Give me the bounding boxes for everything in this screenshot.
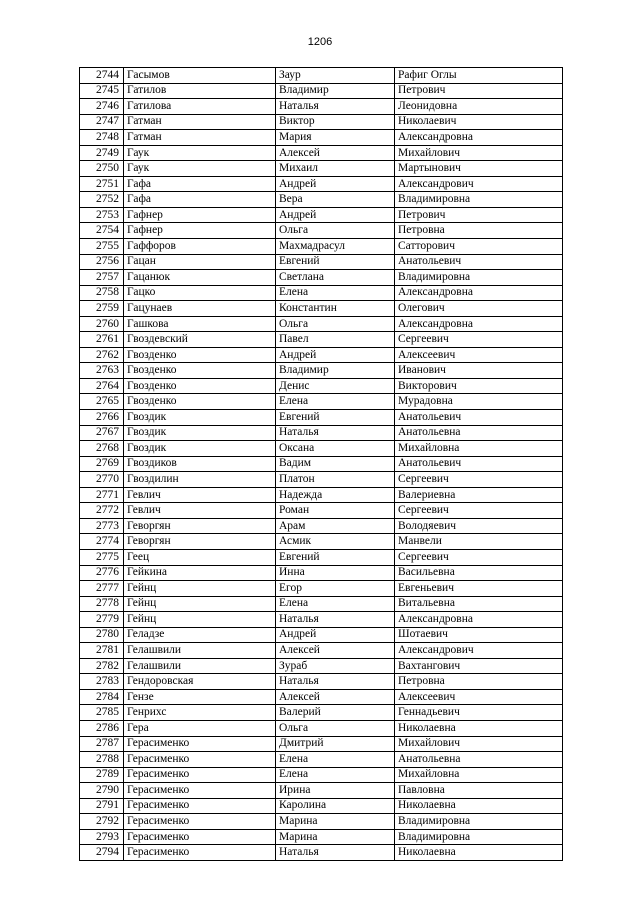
- row-number-cell: 2774: [80, 534, 124, 550]
- row-number-cell: 2770: [80, 472, 124, 488]
- row-number-cell: 2752: [80, 192, 124, 208]
- first-name-cell: Заур: [276, 68, 395, 84]
- row-number-cell: 2761: [80, 332, 124, 348]
- last-name-cell: Гашкова: [124, 316, 276, 332]
- patronymic-cell: Николаевна: [395, 720, 563, 736]
- row-number-cell: 2793: [80, 829, 124, 845]
- patronymic-cell: Анатольевич: [395, 410, 563, 426]
- first-name-cell: Арам: [276, 518, 395, 534]
- patronymic-cell: Владимировна: [395, 829, 563, 845]
- row-number-cell: 2791: [80, 798, 124, 814]
- first-name-cell: Мария: [276, 130, 395, 146]
- table-row: [80, 161, 563, 177]
- first-name-cell: Ольга: [276, 223, 395, 239]
- row-number-cell: 2748: [80, 130, 124, 146]
- last-name-cell: Гафа: [124, 192, 276, 208]
- row-number-cell: 2779: [80, 612, 124, 628]
- row-number-cell: 2783: [80, 674, 124, 690]
- patronymic-cell: Валериевна: [395, 487, 563, 503]
- last-name-cell: Гейкина: [124, 565, 276, 581]
- table-row: [80, 270, 563, 286]
- first-name-cell: Денис: [276, 378, 395, 394]
- patronymic-cell: Александровна: [395, 612, 563, 628]
- row-number-cell: 2784: [80, 689, 124, 705]
- table-row: [80, 643, 563, 659]
- row-number-cell: 2773: [80, 518, 124, 534]
- patronymic-cell: Анатольевна: [395, 752, 563, 768]
- table-row: [80, 363, 563, 379]
- row-number-cell: 2755: [80, 239, 124, 255]
- first-name-cell: Вера: [276, 192, 395, 208]
- table-row: [80, 705, 563, 721]
- last-name-cell: Герасименко: [124, 783, 276, 799]
- patronymic-cell: Сергеевич: [395, 503, 563, 519]
- table-row: [80, 627, 563, 643]
- row-number-cell: 2764: [80, 378, 124, 394]
- first-name-cell: Елена: [276, 752, 395, 768]
- row-number-cell: 2777: [80, 581, 124, 597]
- patronymic-cell: Михайловна: [395, 441, 563, 457]
- row-number-cell: 2790: [80, 783, 124, 799]
- page-number: 1206: [307, 36, 333, 48]
- patronymic-cell: Анатольевич: [395, 456, 563, 472]
- row-number-cell: 2768: [80, 441, 124, 457]
- first-name-cell: Наталья: [276, 425, 395, 441]
- last-name-cell: Гафнер: [124, 207, 276, 223]
- row-number-cell: 2787: [80, 736, 124, 752]
- first-name-cell: Зураб: [276, 658, 395, 674]
- first-name-cell: Асмик: [276, 534, 395, 550]
- last-name-cell: Гера: [124, 720, 276, 736]
- first-name-cell: Елена: [276, 394, 395, 410]
- row-number-cell: 2769: [80, 456, 124, 472]
- patronymic-cell: Сергеевич: [395, 472, 563, 488]
- table-row: [80, 845, 563, 861]
- row-number-cell: 2750: [80, 161, 124, 177]
- table-row: [80, 347, 563, 363]
- row-number-cell: 2788: [80, 752, 124, 768]
- table-row: [80, 752, 563, 768]
- patronymic-cell: Леонидовна: [395, 99, 563, 115]
- last-name-cell: Герасименко: [124, 829, 276, 845]
- last-name-cell: Гевлич: [124, 503, 276, 519]
- first-name-cell: Наталья: [276, 612, 395, 628]
- patronymic-cell: Николаевич: [395, 114, 563, 130]
- first-name-cell: Платон: [276, 472, 395, 488]
- patronymic-cell: Александрович: [395, 643, 563, 659]
- patronymic-cell: Рафиг Оглы: [395, 68, 563, 84]
- patronymic-cell: Николаевна: [395, 798, 563, 814]
- table-row: [80, 83, 563, 99]
- last-name-cell: Гендоровская: [124, 674, 276, 690]
- first-name-cell: Махмадрасул: [276, 239, 395, 255]
- first-name-cell: Андрей: [276, 627, 395, 643]
- patronymic-cell: Михайлович: [395, 145, 563, 161]
- first-name-cell: Дмитрий: [276, 736, 395, 752]
- first-name-cell: Светлана: [276, 270, 395, 286]
- last-name-cell: Гвозденко: [124, 378, 276, 394]
- patronymic-cell: Алексеевич: [395, 347, 563, 363]
- patronymic-cell: Николаевна: [395, 845, 563, 861]
- row-number-cell: 2765: [80, 394, 124, 410]
- last-name-cell: Гатилова: [124, 99, 276, 115]
- first-name-cell: Каролина: [276, 798, 395, 814]
- last-name-cell: Гвозденко: [124, 363, 276, 379]
- last-name-cell: Гейнц: [124, 581, 276, 597]
- last-name-cell: Гвоздик: [124, 410, 276, 426]
- row-number-cell: 2778: [80, 596, 124, 612]
- last-name-cell: Герасименко: [124, 845, 276, 861]
- row-number-cell: 2763: [80, 363, 124, 379]
- table-row: [80, 736, 563, 752]
- table-row: [80, 658, 563, 674]
- first-name-cell: Наталья: [276, 99, 395, 115]
- table-row: [80, 814, 563, 830]
- table-row: [80, 332, 563, 348]
- registry-table-body: [80, 68, 563, 861]
- table-row: [80, 223, 563, 239]
- table-row: [80, 783, 563, 799]
- last-name-cell: Гвоздик: [124, 441, 276, 457]
- table-row: [80, 581, 563, 597]
- patronymic-cell: Мурадовна: [395, 394, 563, 410]
- table-row: [80, 176, 563, 192]
- first-name-cell: Владимир: [276, 363, 395, 379]
- first-name-cell: Евгений: [276, 254, 395, 270]
- last-name-cell: Гевлич: [124, 487, 276, 503]
- patronymic-cell: Сергеевич: [395, 332, 563, 348]
- row-number-cell: 2757: [80, 270, 124, 286]
- first-name-cell: Елена: [276, 285, 395, 301]
- table-row: [80, 207, 563, 223]
- row-number-cell: 2753: [80, 207, 124, 223]
- first-name-cell: Елена: [276, 767, 395, 783]
- patronymic-cell: Александровна: [395, 285, 563, 301]
- row-number-cell: 2786: [80, 720, 124, 736]
- table-row: [80, 99, 563, 115]
- table-row: [80, 285, 563, 301]
- table-row: [80, 518, 563, 534]
- last-name-cell: Гатилов: [124, 83, 276, 99]
- row-number-cell: 2744: [80, 68, 124, 84]
- first-name-cell: Виктор: [276, 114, 395, 130]
- table-row: [80, 689, 563, 705]
- row-number-cell: 2776: [80, 565, 124, 581]
- row-number-cell: 2754: [80, 223, 124, 239]
- table-row: [80, 534, 563, 550]
- table-row: [80, 798, 563, 814]
- patronymic-cell: Манвели: [395, 534, 563, 550]
- last-name-cell: Герасименко: [124, 767, 276, 783]
- table-row: [80, 394, 563, 410]
- row-number-cell: 2745: [80, 83, 124, 99]
- table-row: [80, 472, 563, 488]
- row-number-cell: 2781: [80, 643, 124, 659]
- last-name-cell: Гатман: [124, 114, 276, 130]
- first-name-cell: Андрей: [276, 347, 395, 363]
- last-name-cell: Гаук: [124, 145, 276, 161]
- table-row: [80, 487, 563, 503]
- last-name-cell: Гвозденко: [124, 347, 276, 363]
- table-row: [80, 829, 563, 845]
- patronymic-cell: Евгеньевич: [395, 581, 563, 597]
- patronymic-cell: Иванович: [395, 363, 563, 379]
- row-number-cell: 2782: [80, 658, 124, 674]
- patronymic-cell: Викторович: [395, 378, 563, 394]
- first-name-cell: Надежда: [276, 487, 395, 503]
- first-name-cell: Наталья: [276, 845, 395, 861]
- row-number-cell: 2780: [80, 627, 124, 643]
- first-name-cell: Наталья: [276, 674, 395, 690]
- row-number-cell: 2747: [80, 114, 124, 130]
- row-number-cell: 2762: [80, 347, 124, 363]
- last-name-cell: Гацко: [124, 285, 276, 301]
- table-row: [80, 378, 563, 394]
- last-name-cell: Гейнц: [124, 612, 276, 628]
- table-row: [80, 239, 563, 255]
- row-number-cell: 2767: [80, 425, 124, 441]
- last-name-cell: Гаук: [124, 161, 276, 177]
- last-name-cell: Гацан: [124, 254, 276, 270]
- table-row: [80, 441, 563, 457]
- last-name-cell: Гелашвили: [124, 643, 276, 659]
- table-row: [80, 425, 563, 441]
- patronymic-cell: Петровна: [395, 674, 563, 690]
- table-row: [80, 456, 563, 472]
- table-row: [80, 254, 563, 270]
- last-name-cell: Гелашвили: [124, 658, 276, 674]
- last-name-cell: Герасименко: [124, 752, 276, 768]
- row-number-cell: 2756: [80, 254, 124, 270]
- first-name-cell: Марина: [276, 829, 395, 845]
- table-row: [80, 503, 563, 519]
- last-name-cell: Гейнц: [124, 596, 276, 612]
- registry-table: [79, 67, 563, 861]
- last-name-cell: Геладзе: [124, 627, 276, 643]
- row-number-cell: 2772: [80, 503, 124, 519]
- row-number-cell: 2771: [80, 487, 124, 503]
- last-name-cell: Гафнер: [124, 223, 276, 239]
- row-number-cell: 2759: [80, 301, 124, 317]
- table-row: [80, 720, 563, 736]
- patronymic-cell: Витальевна: [395, 596, 563, 612]
- last-name-cell: Гафа: [124, 176, 276, 192]
- patronymic-cell: Александрович: [395, 176, 563, 192]
- last-name-cell: Гвоздевский: [124, 332, 276, 348]
- last-name-cell: Герасименко: [124, 736, 276, 752]
- row-number-cell: 2760: [80, 316, 124, 332]
- patronymic-cell: Владимировна: [395, 270, 563, 286]
- first-name-cell: Ольга: [276, 720, 395, 736]
- last-name-cell: Гаффоров: [124, 239, 276, 255]
- patronymic-cell: Петрович: [395, 83, 563, 99]
- last-name-cell: Герасименко: [124, 814, 276, 830]
- table-row: [80, 565, 563, 581]
- patronymic-cell: Петровна: [395, 223, 563, 239]
- patronymic-cell: Олегович: [395, 301, 563, 317]
- first-name-cell: Валерий: [276, 705, 395, 721]
- patronymic-cell: Владимировна: [395, 192, 563, 208]
- first-name-cell: Алексей: [276, 145, 395, 161]
- last-name-cell: Гацанюк: [124, 270, 276, 286]
- patronymic-cell: Александровна: [395, 316, 563, 332]
- patronymic-cell: Сатторович: [395, 239, 563, 255]
- first-name-cell: Инна: [276, 565, 395, 581]
- first-name-cell: Алексей: [276, 643, 395, 659]
- last-name-cell: Гвоздилин: [124, 472, 276, 488]
- row-number-cell: 2794: [80, 845, 124, 861]
- table-row: [80, 549, 563, 565]
- patronymic-cell: Геннадьевич: [395, 705, 563, 721]
- patronymic-cell: Владимировна: [395, 814, 563, 830]
- row-number-cell: 2766: [80, 410, 124, 426]
- first-name-cell: Роман: [276, 503, 395, 519]
- row-number-cell: 2751: [80, 176, 124, 192]
- first-name-cell: Константин: [276, 301, 395, 317]
- row-number-cell: 2775: [80, 549, 124, 565]
- patronymic-cell: Александровна: [395, 130, 563, 146]
- patronymic-cell: Шотаевич: [395, 627, 563, 643]
- patronymic-cell: Михайловна: [395, 767, 563, 783]
- patronymic-cell: Мартынович: [395, 161, 563, 177]
- first-name-cell: Андрей: [276, 176, 395, 192]
- first-name-cell: Вадим: [276, 456, 395, 472]
- last-name-cell: Гатман: [124, 130, 276, 146]
- table-row: [80, 145, 563, 161]
- patronymic-cell: Павловна: [395, 783, 563, 799]
- table-row: [80, 767, 563, 783]
- first-name-cell: Алексей: [276, 689, 395, 705]
- last-name-cell: Гасымов: [124, 68, 276, 84]
- first-name-cell: Марина: [276, 814, 395, 830]
- table-row: [80, 410, 563, 426]
- table-row: [80, 612, 563, 628]
- last-name-cell: Генрихс: [124, 705, 276, 721]
- patronymic-cell: Анатольевна: [395, 425, 563, 441]
- table-row: [80, 114, 563, 130]
- patronymic-cell: Володяевич: [395, 518, 563, 534]
- patronymic-cell: Михайлович: [395, 736, 563, 752]
- patronymic-cell: Анатольевич: [395, 254, 563, 270]
- first-name-cell: Ольга: [276, 316, 395, 332]
- first-name-cell: Елена: [276, 596, 395, 612]
- table-row: [80, 192, 563, 208]
- last-name-cell: Геворгян: [124, 534, 276, 550]
- last-name-cell: Гвоздик: [124, 425, 276, 441]
- row-number-cell: 2792: [80, 814, 124, 830]
- patronymic-cell: Петрович: [395, 207, 563, 223]
- first-name-cell: Ирина: [276, 783, 395, 799]
- first-name-cell: Оксана: [276, 441, 395, 457]
- first-name-cell: Егор: [276, 581, 395, 597]
- first-name-cell: Евгений: [276, 549, 395, 565]
- table-row: [80, 130, 563, 146]
- first-name-cell: Андрей: [276, 207, 395, 223]
- last-name-cell: Геец: [124, 549, 276, 565]
- row-number-cell: 2758: [80, 285, 124, 301]
- last-name-cell: Геворгян: [124, 518, 276, 534]
- last-name-cell: Гвозденко: [124, 394, 276, 410]
- last-name-cell: Гацунаев: [124, 301, 276, 317]
- row-number-cell: 2789: [80, 767, 124, 783]
- first-name-cell: Евгений: [276, 410, 395, 426]
- row-number-cell: 2746: [80, 99, 124, 115]
- last-name-cell: Гензе: [124, 689, 276, 705]
- table-row: [80, 674, 563, 690]
- row-number-cell: 2749: [80, 145, 124, 161]
- row-number-cell: 2785: [80, 705, 124, 721]
- first-name-cell: Владимир: [276, 83, 395, 99]
- patronymic-cell: Вахтангович: [395, 658, 563, 674]
- table-row: [80, 596, 563, 612]
- last-name-cell: Герасименко: [124, 798, 276, 814]
- patronymic-cell: Алексеевич: [395, 689, 563, 705]
- last-name-cell: Гвоздиков: [124, 456, 276, 472]
- first-name-cell: Павел: [276, 332, 395, 348]
- table-row: [80, 316, 563, 332]
- table-row: [80, 301, 563, 317]
- table-row: [80, 68, 563, 84]
- patronymic-cell: Сергеевич: [395, 549, 563, 565]
- patronymic-cell: Васильевна: [395, 565, 563, 581]
- first-name-cell: Михаил: [276, 161, 395, 177]
